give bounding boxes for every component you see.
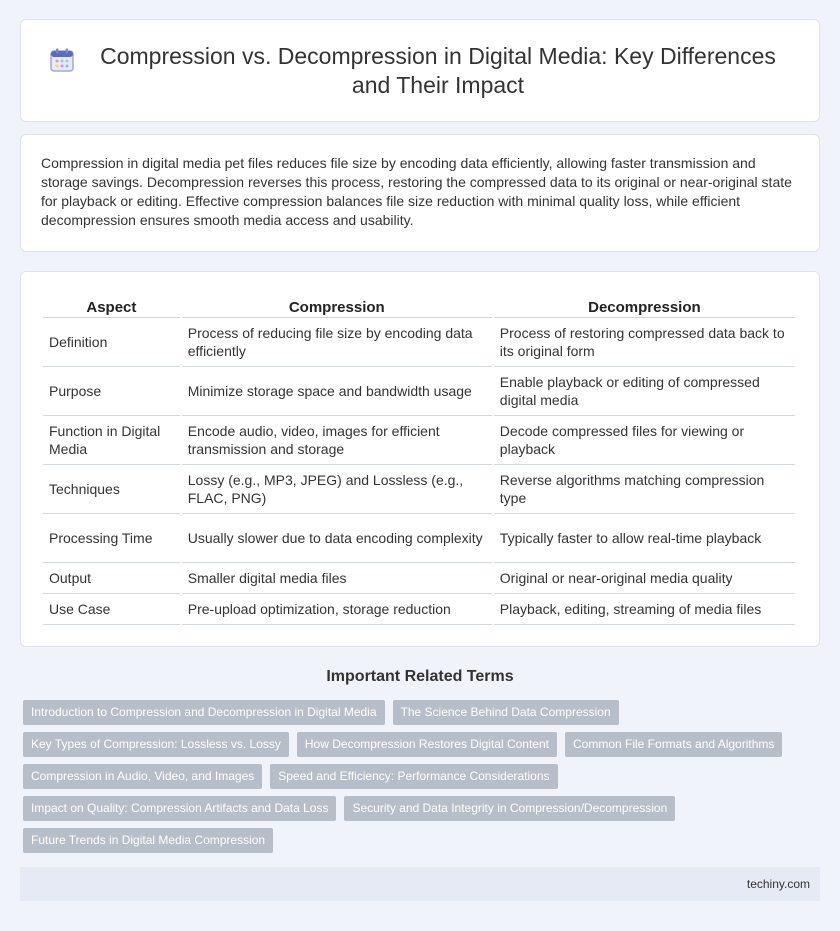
table-cell: Process of reducing file size by encoding data efficiently <box>182 318 492 367</box>
table-row <box>43 318 795 367</box>
related-terms-title: Important Related Terms <box>326 668 514 685</box>
related-term-link[interactable]: Security and Data Integrity in Compression/Decompression <box>344 796 675 821</box>
intro-card <box>20 134 820 252</box>
table-cell: Enable playback or editing of compressed digital media <box>494 367 795 416</box>
tag-row <box>23 796 823 821</box>
table-cell: Function in Digital Media <box>43 416 180 465</box>
table-row <box>43 416 795 465</box>
table-cell: Typically faster to allow real-time playback <box>494 514 795 563</box>
related-term-link[interactable]: Future Trends in Digital Media Compression <box>23 828 273 853</box>
table-cell: Output <box>43 563 180 594</box>
related-term-link[interactable]: Introduction to Compression and Decompression in Digital Media <box>23 700 385 725</box>
table-cell: Smaller digital media files <box>182 563 492 594</box>
related-term-link[interactable]: Compression in Audio, Video, and Images <box>23 764 262 789</box>
table-cell: Usually slower due to data encoding complexity <box>182 514 492 563</box>
table-row <box>43 367 795 416</box>
table-header-row <box>43 296 795 318</box>
comparison-table <box>41 296 797 625</box>
related-terms-list <box>23 700 823 860</box>
table-row <box>43 514 795 563</box>
table-cell: Reverse algorithms matching compression type <box>494 465 795 514</box>
tag-row <box>23 764 823 789</box>
table-cell: Processing Time <box>43 514 180 563</box>
tag-row <box>23 732 823 757</box>
table-cell: Pre-upload optimization, storage reduction <box>182 594 492 625</box>
header-aspect: Aspect <box>43 296 180 318</box>
intro-text: Compression in digital media pet files reduces file size by encoding data efficiently, allowing faster transmission and storage savings. Decompression reverses this process, restoring the compressed data to its original or near-original state for playback or editing. Effective compression balances file size reduction with minimal quality loss, while efficient decompression ensures smooth media access and usability. <box>41 155 792 228</box>
table-cell: Techniques <box>43 465 180 514</box>
table-row <box>43 465 795 514</box>
table-cell: Encode audio, video, images for efficient transmission and storage <box>182 416 492 465</box>
table-cell: Use Case <box>43 594 180 625</box>
comparison-table-card <box>20 271 820 647</box>
related-term-link[interactable]: Speed and Efficiency: Performance Considerations <box>270 764 557 789</box>
tag-row <box>23 700 823 725</box>
footer <box>20 867 820 901</box>
related-term-link[interactable]: Common File Formats and Algorithms <box>565 732 782 757</box>
table-cell: Definition <box>43 318 180 367</box>
tag-row <box>23 828 823 853</box>
header-decompression: Decompression <box>494 296 795 318</box>
table-cell: Decode compressed files for viewing or playback <box>494 416 795 465</box>
header-card <box>20 19 820 122</box>
table-row <box>43 594 795 625</box>
related-term-link[interactable]: Key Types of Compression: Lossless vs. Lossy <box>23 732 289 757</box>
related-term-link[interactable]: Impact on Quality: Compression Artifacts and Data Loss <box>23 796 336 821</box>
table-cell: Process of restoring compressed data back to its original form <box>494 318 795 367</box>
table-cell: Minimize storage space and bandwidth usage <box>182 367 492 416</box>
table-row <box>43 563 795 594</box>
table-cell: Purpose <box>43 367 180 416</box>
table-cell: Lossy (e.g., MP3, JPEG) and Lossless (e.g., FLAC, PNG) <box>182 465 492 514</box>
table-cell: Original or near-original media quality <box>494 563 795 594</box>
header-compression: Compression <box>182 296 492 318</box>
footer-site-link[interactable]: techiny.com <box>746 877 810 891</box>
table-cell: Playback, editing, streaming of media files <box>494 594 795 625</box>
related-term-link[interactable]: The Science Behind Data Compression <box>393 700 619 725</box>
related-term-link[interactable]: How Decompression Restores Digital Content <box>297 732 557 757</box>
page-title: Compression vs. Decompression in Digital Media: Key Differences and Their Impact <box>100 42 776 98</box>
